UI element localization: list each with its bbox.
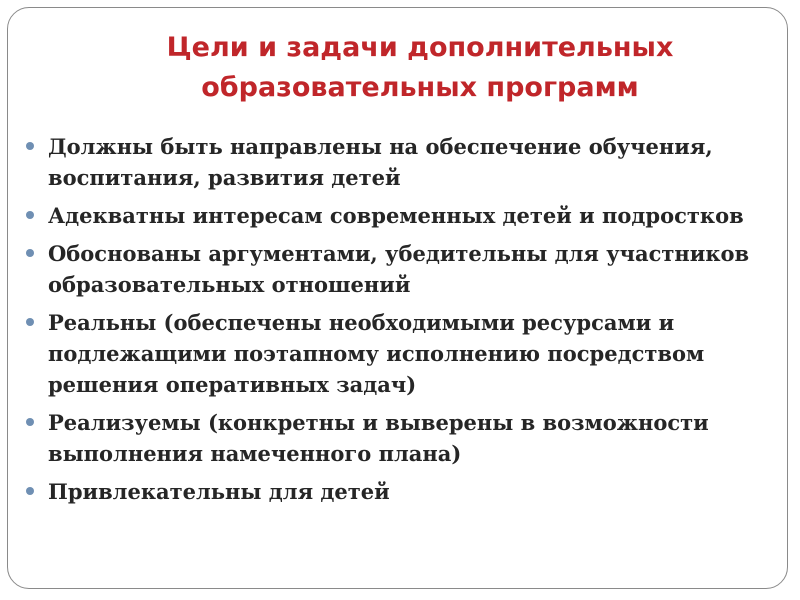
- bullet-dot-icon: [26, 211, 34, 219]
- bullet-item: [24, 476, 776, 507]
- bullet-text: Обоснованы аргументами, убедительны для участников образовательных отношений: [48, 241, 750, 297]
- bullet-dot-icon: [26, 418, 34, 426]
- bullet-text: Реальны (обеспечены необходимыми ресурсами и подлежащими поэтапному исполнению посредством решения оперативных задач): [48, 310, 705, 397]
- bullet-item: [24, 131, 776, 193]
- bullet-text: Адекватны интересам современных детей и подростков: [48, 203, 744, 228]
- bullet-dot-icon: [26, 249, 34, 257]
- bullet-dot-icon: [26, 142, 34, 150]
- bullet-item: [24, 407, 776, 469]
- bullet-item: [24, 307, 776, 400]
- bullet-dot-icon: [26, 487, 34, 495]
- bullet-dot-icon: [26, 318, 34, 326]
- title-line-2: образовательных программ: [201, 72, 639, 103]
- bullet-text: Привлекательны для детей: [48, 479, 390, 504]
- slide-title: [100, 28, 740, 108]
- bullet-list: [24, 131, 776, 514]
- bullet-item: [24, 200, 776, 231]
- title-line-1: Цели и задачи дополнительных: [166, 32, 674, 63]
- bullet-text: Реализуемы (конкретны и выверены в возможности выполнения намеченного плана): [48, 410, 709, 466]
- bullet-item: [24, 238, 776, 300]
- bullet-text: Должны быть направлены на обеспечение обучения, воспитания, развития детей: [48, 134, 713, 190]
